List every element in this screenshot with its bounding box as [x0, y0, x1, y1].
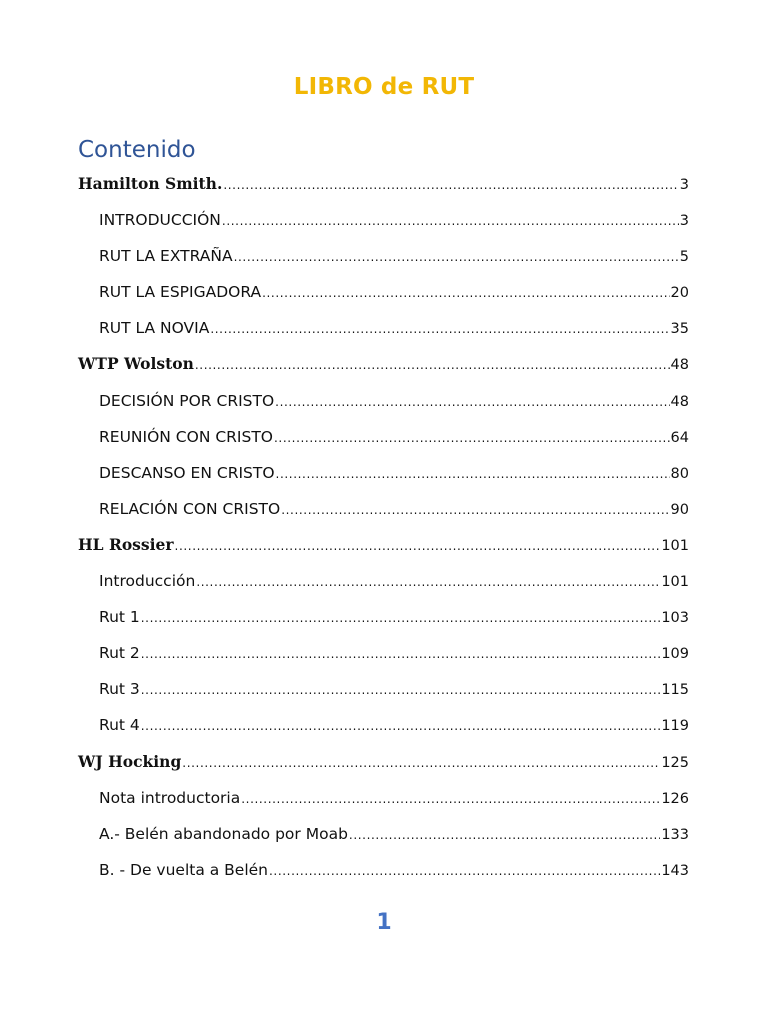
toc-entry-label: Rut 2: [99, 644, 140, 663]
toc-entry-page: 5: [679, 249, 689, 266]
toc-dot-leader: [223, 167, 678, 203]
toc-entry-page: 35: [670, 321, 689, 338]
toc-entry-label: WTP Wolston: [78, 354, 194, 374]
toc-entry[interactable]: [78, 383, 689, 419]
toc-dot-leader: [182, 745, 660, 781]
toc-entry-label: DESCANSO EN CRISTO: [99, 463, 275, 482]
toc-entry[interactable]: [78, 744, 689, 780]
toc-entry[interactable]: [78, 310, 689, 346]
toc-entry[interactable]: [78, 563, 689, 599]
toc-entry-label: INTRODUCCIÓN: [99, 211, 221, 230]
toc-entry-label: Rut 4: [99, 716, 140, 735]
toc-dot-leader: [141, 600, 661, 636]
toc-entry-page: 125: [661, 754, 689, 771]
toc-entry[interactable]: [78, 202, 689, 238]
toc-entry[interactable]: [78, 455, 689, 491]
toc-dot-leader: [275, 384, 669, 420]
toc-entry-label: Rut 1: [99, 608, 140, 627]
toc-entry-label: Rut 3: [99, 680, 140, 699]
toc-entry-label: RUT LA NOVIA: [99, 319, 210, 338]
toc-dot-leader: [274, 420, 670, 456]
toc-entry[interactable]: [78, 635, 689, 671]
toc-entry-label: HL Rossier: [78, 534, 174, 554]
toc-entry[interactable]: [78, 419, 689, 455]
toc-dot-leader: [141, 672, 661, 708]
toc-dot-leader: [349, 817, 660, 853]
toc-entry[interactable]: [78, 238, 689, 274]
toc-entry-label: A.- Belén abandonado por Moab: [99, 824, 348, 843]
toc-entry[interactable]: [78, 346, 689, 382]
toc-entry-page: 90: [670, 501, 689, 518]
toc-entry-page: 109: [661, 646, 689, 663]
toc-entry[interactable]: [78, 599, 689, 635]
toc-dot-leader: [195, 347, 670, 383]
toc-entry-page: 20: [670, 285, 689, 302]
toc-entry-page: 80: [670, 465, 689, 482]
toc-entry-label: RUT LA ESPIGADORA: [99, 283, 262, 302]
toc-entry-page: 119: [661, 718, 689, 735]
toc-dot-leader: [222, 203, 679, 239]
toc-entry-label: REUNIÓN CON CRISTO: [99, 427, 274, 446]
toc-entry-page: 115: [661, 682, 689, 699]
toc-dot-leader: [234, 239, 679, 275]
toc-dot-leader: [269, 853, 660, 889]
toc-dot-leader: [196, 564, 660, 600]
toc-dot-leader: [276, 456, 670, 492]
toc-heading: Contenido: [78, 137, 196, 163]
toc-dot-leader: [175, 528, 661, 564]
toc-entry-label: RUT LA EXTRAÑA: [99, 247, 233, 266]
toc-entry-page: 126: [661, 790, 689, 807]
toc-entry-label: RELACIÓN CON CRISTO: [99, 499, 281, 518]
toc-dot-leader: [210, 311, 669, 347]
toc-entry-page: 48: [670, 357, 689, 374]
toc-entry-page: 143: [661, 862, 689, 879]
toc-entry-label: DECISIÓN POR CRISTO: [99, 391, 275, 410]
toc-entry-page: 3: [679, 177, 689, 193]
toc-entry-label: Introducción: [99, 572, 196, 591]
toc-entry[interactable]: [78, 707, 689, 743]
document-title: LIBRO de RUT: [293, 74, 475, 100]
toc-entry-label: B. - De vuelta a Belén: [99, 860, 269, 879]
toc-entry-label: Hamilton Smith.: [78, 174, 223, 193]
toc-entry-page: 133: [661, 826, 689, 843]
toc-entry-page: 64: [670, 429, 689, 446]
toc-entry-page: 101: [661, 574, 689, 591]
toc-entry[interactable]: [78, 491, 689, 527]
toc-entry[interactable]: [78, 166, 689, 202]
toc-entry-page: 101: [661, 537, 689, 554]
toc-entry-label: WJ Hocking: [78, 751, 182, 771]
toc-dot-leader: [262, 275, 669, 311]
toc-entry-page: 103: [661, 610, 689, 627]
toc-dot-leader: [241, 781, 660, 817]
toc-entry[interactable]: [78, 527, 689, 563]
toc-entry[interactable]: [78, 852, 689, 888]
toc-entry-page: 3: [679, 213, 689, 230]
toc-dot-leader: [141, 708, 661, 744]
toc-entry[interactable]: [78, 274, 689, 310]
toc-entry-page: 48: [670, 393, 689, 410]
page-number: 1: [376, 910, 392, 935]
toc-dot-leader: [141, 636, 661, 672]
toc-entry-label: Nota introductoria: [99, 788, 241, 807]
toc-dot-leader: [281, 492, 669, 528]
toc-entry[interactable]: [78, 816, 689, 852]
table-of-contents: [78, 166, 689, 888]
toc-entry[interactable]: [78, 780, 689, 816]
toc-entry[interactable]: [78, 671, 689, 707]
